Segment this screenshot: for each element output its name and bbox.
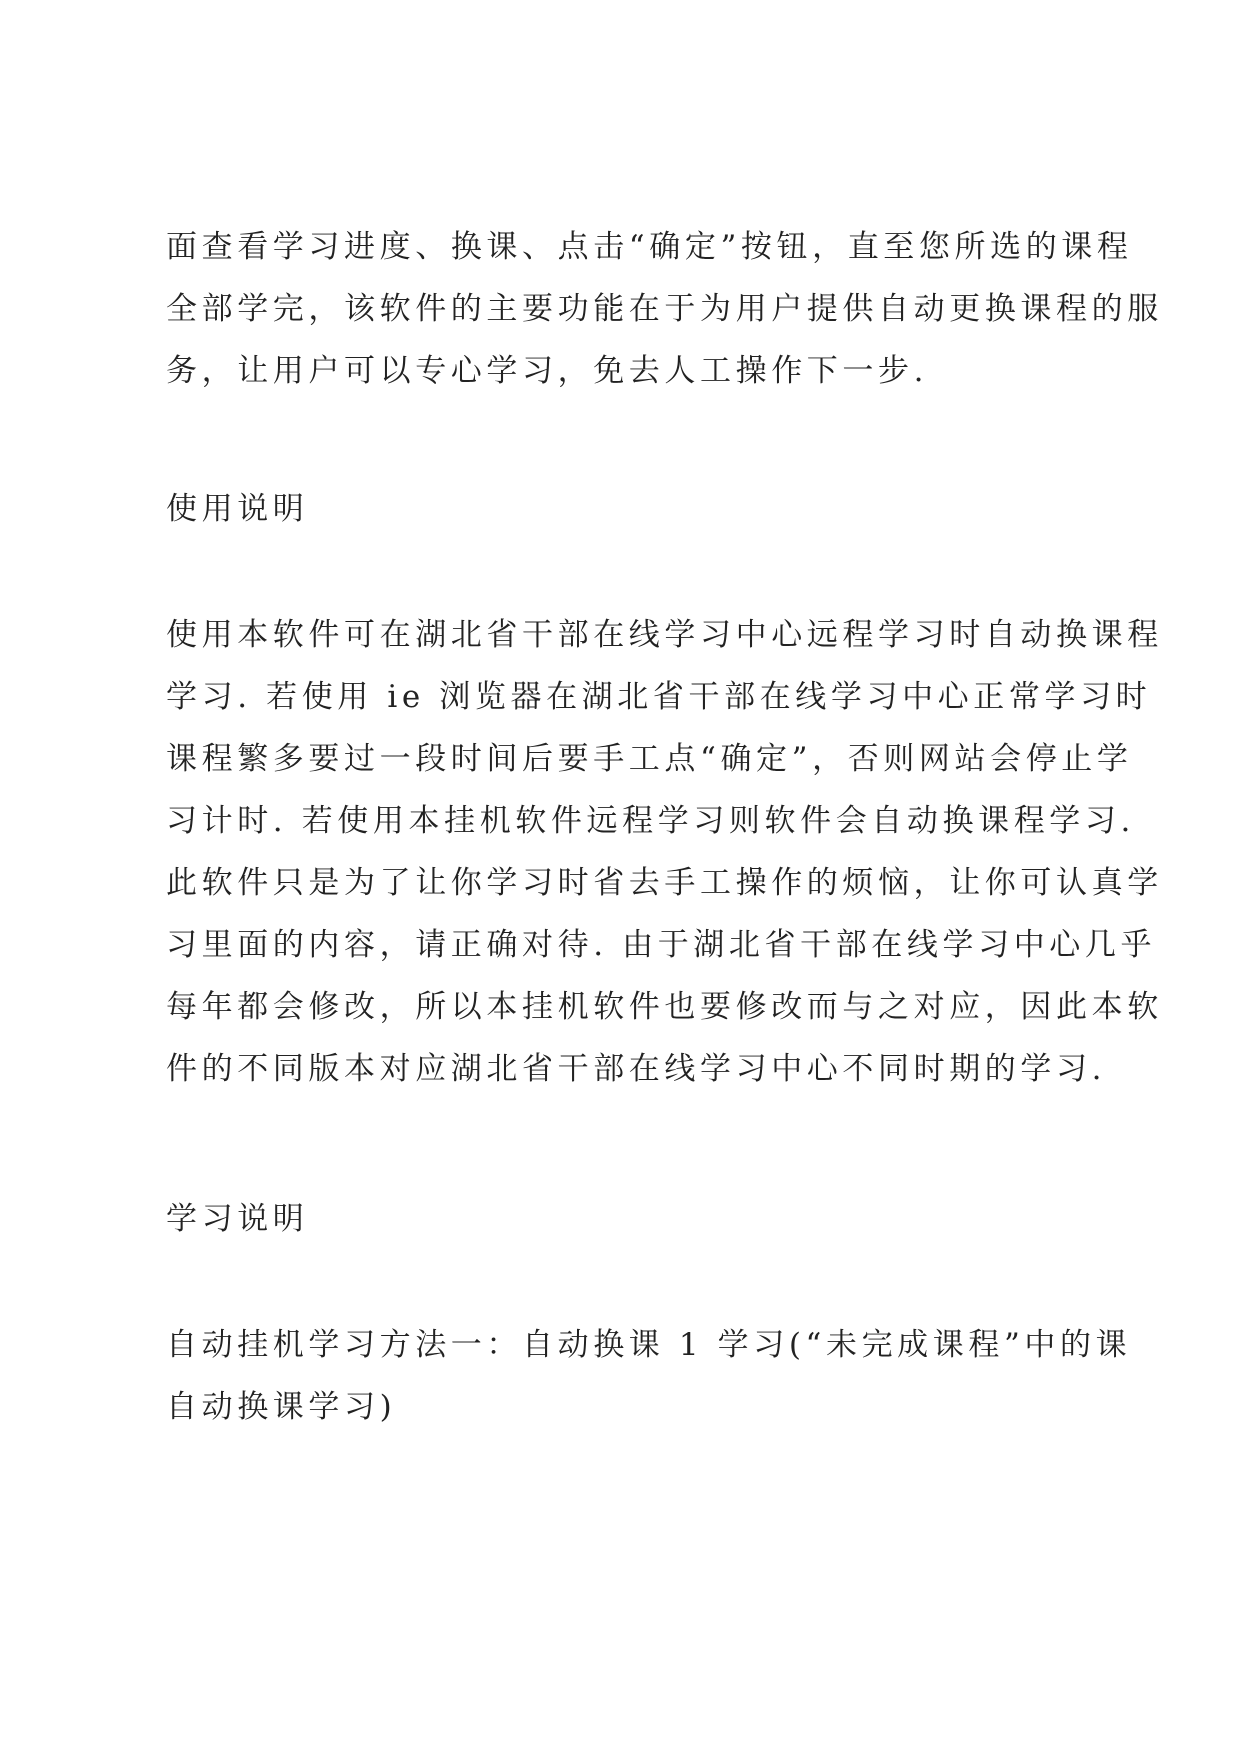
paragraph-line: 自动换课学习) [166,1389,397,1425]
paragraph-line: 使用本软件可在湖北省干部在线学习中心远程学习时自动换课程 [166,617,1163,653]
paragraph-line: 务，让用户可以专心学习，免去人工操作下一步. [166,353,929,389]
paragraph-line: 面查看学习进度、换课、点击“确定”按钮，直至您所选的课程 [166,229,1133,265]
paragraph-line: 每年都会修改，所以本挂机软件也要修改而与之对应，因此本软 [166,989,1163,1025]
paragraph-line: 件的不同版本对应湖北省干部在线学习中心不同时期的学习. [166,1051,1107,1087]
paragraph-line: 自动挂机学习方法一：自动换课 1 学习(“未完成课程”中的课 [166,1327,1132,1363]
paragraph-line: 习里面的内容，请正确对待. 由于湖北省干部在线学习中心几乎 [166,927,1157,963]
method-paragraph [166,1314,1132,1438]
paragraph-line: 全部学完，该软件的主要功能在于为用户提供自动更换课程的服 [166,291,1163,327]
paragraph-line: 习计时. 若使用本挂机软件远程学习则软件会自动换课程学习. [166,803,1135,839]
usage-heading [166,478,1096,540]
usage-paragraph [166,604,1163,1100]
paragraph-line: 学习. 若使用 ie 浏览器在湖北省干部在线学习中心正常学习时 [166,679,1152,715]
study-heading [166,1188,1096,1250]
paragraph-line: 课程繁多要过一段时间后要手工点“确定”，否则网站会停止学 [166,741,1133,777]
section-heading-text: 学习说明 [166,1201,309,1237]
intro-paragraph [166,216,1163,402]
section-heading-text: 使用说明 [166,491,309,527]
paragraph-line: 此软件只是为了让你学习时省去手工操作的烦恼，让你可认真学 [166,865,1163,901]
